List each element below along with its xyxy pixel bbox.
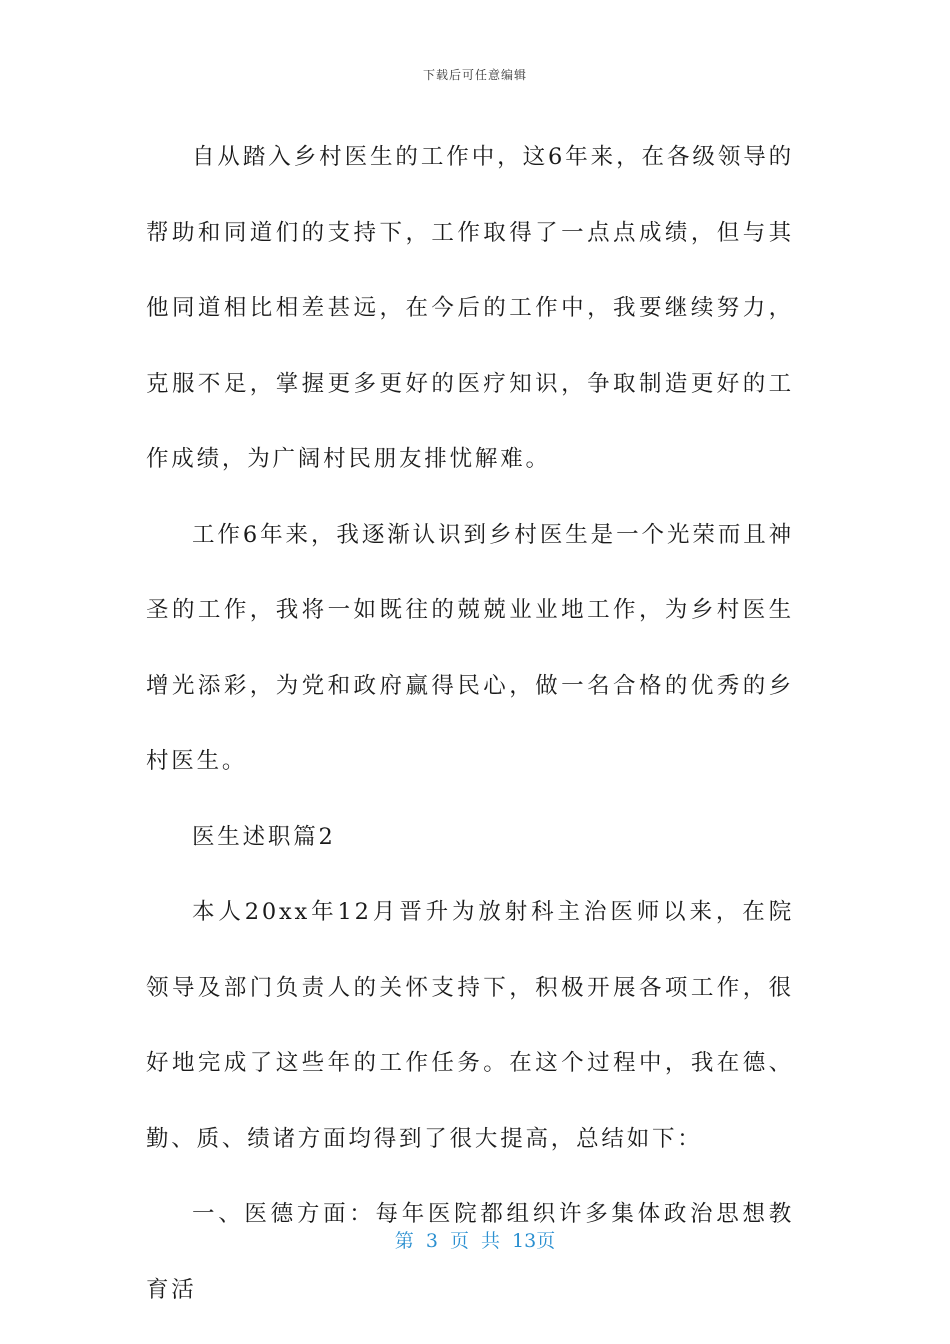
paragraph: 一、医德方面：每年医院都组织许多集体政治思想教育活 [146,1201,794,1303]
section-heading: 医生述职篇2 [192,823,336,850]
page-header-note: 下载后可任意编辑 [422,68,527,82]
page-number-footer: 第 3 页 共 13页 [394,1230,556,1252]
paragraph: 自从踏入乡村医生的工作中，这6年来，在各级领导的帮助和同道们的支持下，工作取得了一点点成绩，但与其他同道相比相差甚远，在今后的工作中，我要继续努力，克服不足，掌握更多更好的医疗知识，争取制造更好的工作成绩，为广阔村民朋友排忧解难。 [146,144,794,472]
paragraph: 本人20xx年12月晋升为放射科主治医师以来，在院领导及部门负责人的关怀支持下，积极开展各项工作，很好地完成了这些年的工作任务。在这个过程中，我在德、勤、质、绩诸方面均得到了很大提高，总结如下： [146,899,794,1152]
paragraph: 工作6年来，我逐渐认识到乡村医生是一个光荣而且神圣的工作，我将一如既往的兢兢业业地工作，为乡村医生增光添彩，为党和政府赢得民心，做一名合格的优秀的乡村医生。 [146,521,794,774]
document-body [146,120,794,1328]
